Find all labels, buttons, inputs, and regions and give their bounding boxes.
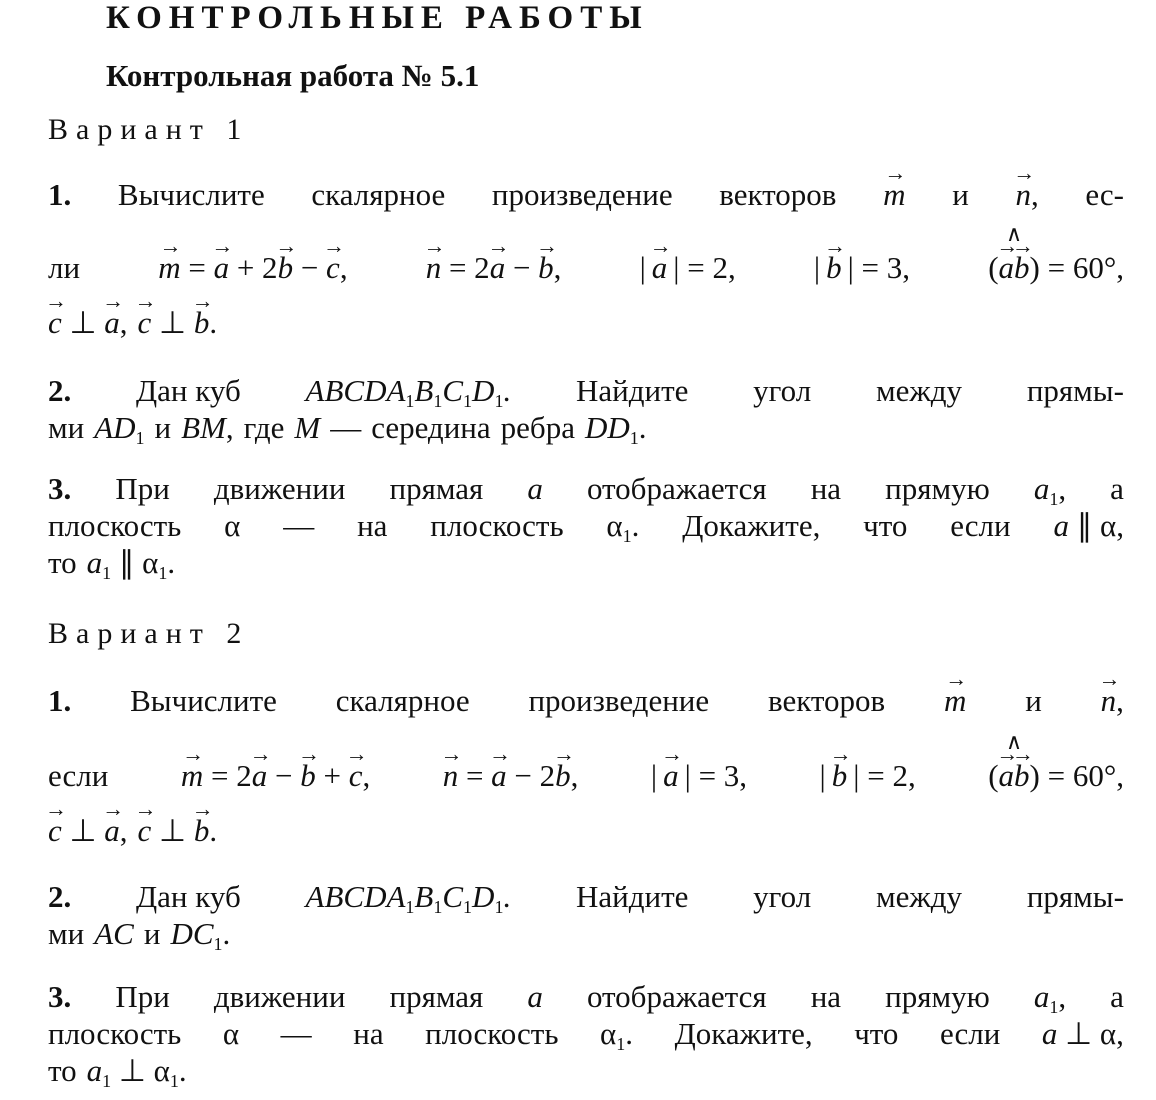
test-title: Контрольная работа № 5.1 bbox=[106, 58, 480, 93]
variant-2-task-2: 2. Дан куб $ABCDA_1B_1C_1D_1$. Найдите угол между прямы- ми AC и $DC_1$. bbox=[48, 879, 1124, 954]
variant-1-task-2: 2. Дан куб $ABCDA_1B_1C_1D_1$. Найдите угол между прямы- ми $AD_1$ и BM, где M — середина ребра $DD_1$. bbox=[48, 373, 1124, 448]
variant-2-task-3: 3. При движении прямая a отображается на прямую $a_1$, а плоскость α — на плоскость $\alpha_1$. Докажите, что если a ⊥ α, то $a_1$ ⊥ $\alpha_1$. bbox=[48, 979, 1124, 1091]
variant-2-heading: Вариант 2 bbox=[48, 617, 250, 650]
variant-1-heading: Вариант 1 bbox=[48, 113, 250, 146]
variant-1-task-3: 3. При движении прямая a отображается на прямую $a_1$, а плоскость α — на плоскость $\alpha_1$. Докажите, что если a ∥ α, то $a_1$ ∥ $\alpha_1$. bbox=[48, 471, 1124, 583]
section-title: КОНТРОЛЬНЫЕ РАБОТЫ bbox=[106, 0, 649, 36]
variant-2-task-1: 1. Вычислите скалярное произведение векторов → m и → n, если → m = 2→ a − → b + → c, → n = → a − 2→ b, | → a | = 3, | → b | = 2, (→ a→ b ∧) = 60°, → c ⊥ → a, → c ⊥ → b. bbox=[48, 682, 1124, 849]
variant-1-task-1: 1. Вычислите скалярное произведение векторов → m и → n, ес- ли → m = → a + 2→ b − → c, → n = 2→ a − → b, | → a | = 2, | → b | = 3, (→ a→ b ∧) = 60°, → c ⊥ → a, → c ⊥ → b. bbox=[48, 176, 1124, 341]
